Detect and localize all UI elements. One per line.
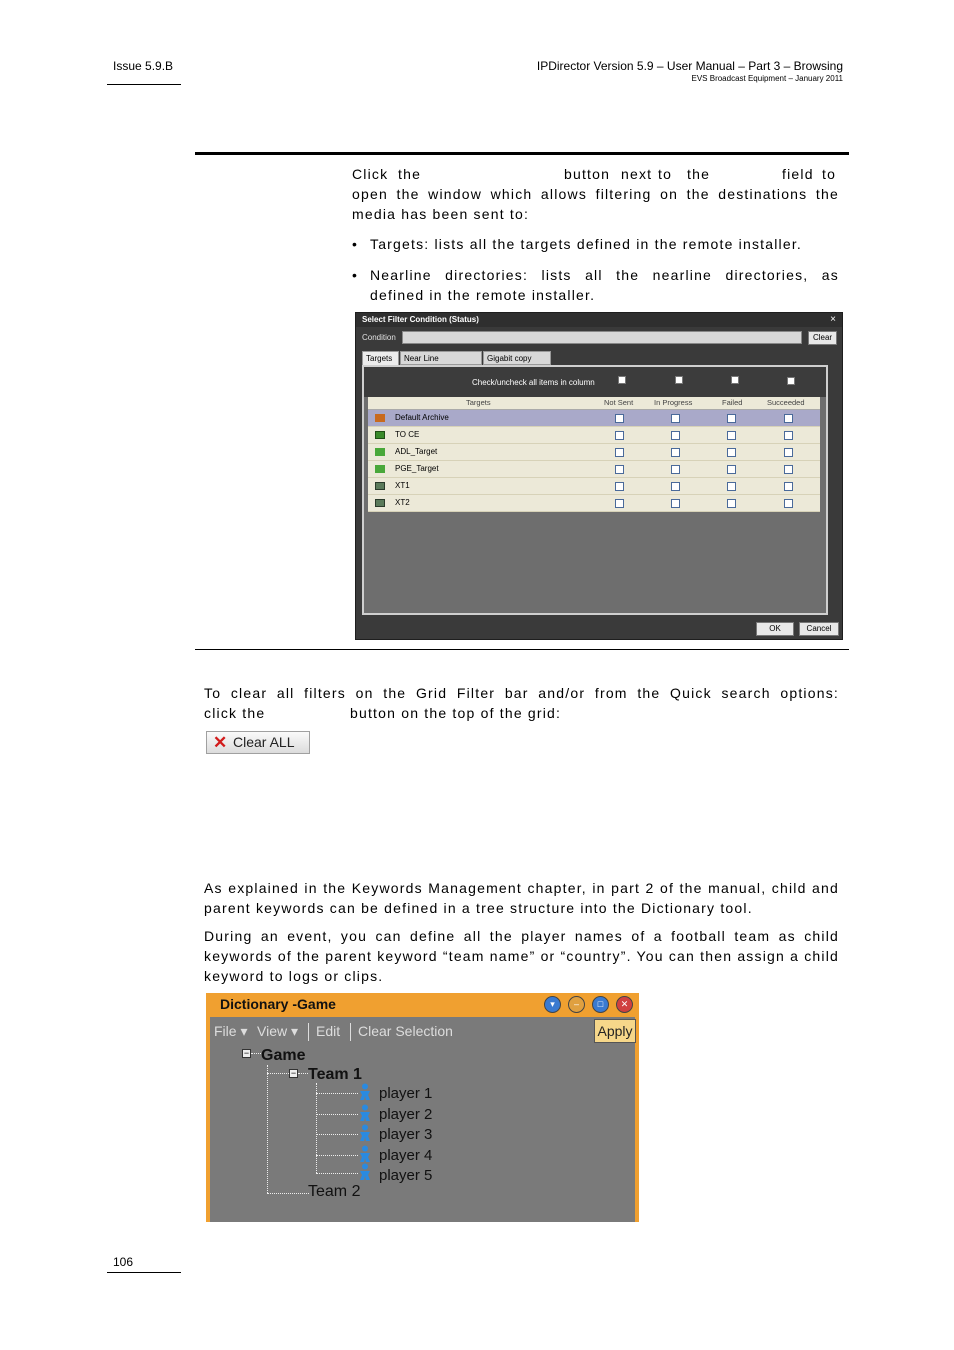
maximize-icon[interactable]: □ — [592, 996, 609, 1013]
cancel-button[interactable]: Cancel — [799, 622, 839, 636]
tab-gigabit-copy-xts[interactable]: Gigabit copy — [483, 351, 551, 365]
bullet-dot: • — [352, 236, 359, 252]
tree-line — [251, 1053, 261, 1054]
header-rule — [107, 84, 181, 85]
menu-separator — [350, 1023, 351, 1041]
col-header: Targets — [466, 398, 491, 407]
tree-node-team-1[interactable]: Team 1 — [308, 1066, 362, 1083]
clear-filters-line1: To clear all filters on the Grid Filter bar and/or from the Quick search options: — [204, 685, 839, 701]
person-icon — [358, 1104, 372, 1122]
check-all-bar — [364, 367, 826, 397]
succeeded-checkbox[interactable] — [784, 414, 793, 423]
intro-word: the — [687, 166, 711, 182]
close-icon[interactable]: × — [830, 314, 836, 325]
succeeded-checkbox[interactable] — [784, 465, 793, 474]
succeeded-checkbox[interactable] — [784, 431, 793, 440]
failed-checkbox[interactable] — [727, 499, 736, 508]
issue-label: Issue 5.9.B — [113, 59, 174, 73]
check-all-in-progress[interactable] — [675, 376, 683, 384]
doc-title: IPDirector Version 5.9 – User Manual – Part 3 – Browsing — [536, 59, 843, 73]
intro-line1 — [352, 164, 839, 184]
grid-header — [368, 397, 820, 410]
intro-word: to — [658, 166, 673, 182]
tree-line — [316, 1083, 317, 1173]
not-sent-checkbox[interactable] — [615, 465, 624, 474]
network-icon — [375, 431, 385, 439]
in-progress-checkbox[interactable] — [671, 414, 680, 423]
failed-checkbox[interactable] — [727, 465, 736, 474]
intro-word: button — [564, 166, 611, 182]
condition-input[interactable] — [402, 331, 802, 344]
tree-line — [267, 1193, 309, 1194]
intro-word: Click — [352, 166, 389, 182]
succeeded-checkbox[interactable] — [784, 448, 793, 457]
dictionary-body — [210, 1017, 635, 1222]
close-icon[interactable]: ✕ — [616, 996, 633, 1013]
bullet-dot: • — [352, 267, 359, 283]
bullet-text: Nearline directories: lists all the nearline directories, as defined in the remote installer. — [370, 267, 839, 303]
tree-line — [267, 1073, 289, 1074]
collapse-icon[interactable]: − — [290, 1068, 297, 1078]
keywords-para2: During an event, you can define all the player names of a football team as child keywords of the parent keyword “team name” or “country”. You can then assign a child keyword to logs or clips. — [204, 928, 839, 984]
succeeded-checkbox[interactable] — [784, 499, 793, 508]
not-sent-checkbox[interactable] — [615, 482, 624, 491]
keywords-para1: As explained in the Keywords Management chapter, in part 2 of the manual, child and parent keywords can be defined in a tree structure into the Dictionary tool. — [204, 880, 839, 916]
clear-all-label: Clear ALL — [233, 734, 295, 750]
minimize-icon[interactable]: – — [568, 996, 585, 1013]
folder-icon — [375, 448, 385, 456]
intro-word: the — [398, 166, 422, 182]
clear-button[interactable]: Clear — [808, 331, 837, 345]
dialog-title: Select Filter Condition (Status) — [356, 313, 842, 327]
condition-label: Condition — [362, 333, 396, 342]
intro-word: to — [822, 166, 837, 182]
in-progress-checkbox[interactable] — [671, 482, 680, 491]
footer-rule — [107, 1272, 181, 1273]
server-icon — [375, 499, 385, 507]
clear-filters-line2b: button on the top of the grid: — [350, 705, 562, 721]
check-all-failed[interactable] — [731, 376, 739, 384]
table-row[interactable] — [368, 444, 820, 461]
tree-line — [316, 1155, 358, 1156]
failed-checkbox[interactable] — [727, 431, 736, 440]
tree-line — [298, 1073, 308, 1074]
target-name: ADL_Target — [395, 447, 438, 456]
tree-line — [316, 1093, 358, 1094]
tree-line — [316, 1114, 358, 1115]
failed-checkbox[interactable] — [727, 414, 736, 423]
not-sent-checkbox[interactable] — [615, 448, 624, 457]
menu-edit[interactable]: Edit — [316, 1023, 341, 1039]
table-top-rule — [195, 152, 849, 155]
clear-all-button[interactable] — [206, 731, 310, 754]
tree-line — [316, 1134, 358, 1135]
tree-node-team-2[interactable]: Team 2 — [308, 1183, 361, 1200]
doc-subtitle: EVS Broadcast Equipment – January 2011 — [691, 74, 843, 83]
table-row[interactable] — [368, 410, 820, 427]
table-row[interactable] — [368, 495, 820, 512]
succeeded-checkbox[interactable] — [784, 482, 793, 491]
apply-button[interactable]: Apply — [594, 1019, 636, 1043]
menu-separator — [308, 1023, 309, 1041]
in-progress-checkbox[interactable] — [671, 465, 680, 474]
targets-panel — [362, 365, 828, 615]
dictionary-title: Dictionary -Game — [220, 996, 336, 1012]
menu-file[interactable]: File ▾ — [214, 1023, 248, 1039]
person-icon — [358, 1145, 372, 1163]
filter-dialog — [355, 312, 843, 640]
tree-node-player[interactable]: player 5 — [379, 1167, 433, 1184]
table-row[interactable] — [368, 427, 820, 444]
in-progress-checkbox[interactable] — [671, 448, 680, 457]
failed-checkbox[interactable] — [727, 448, 736, 457]
not-sent-checkbox[interactable] — [615, 499, 624, 508]
target-name: XT1 — [395, 481, 410, 490]
col-header: Not Sent — [604, 398, 634, 407]
server-icon — [375, 482, 385, 490]
check-all-label: Check/uncheck all items in column — [472, 378, 595, 387]
tree-line — [267, 1065, 268, 1193]
folder-icon — [375, 465, 385, 473]
not-sent-checkbox[interactable] — [615, 414, 624, 423]
tab-targets[interactable]: Targets — [362, 351, 399, 366]
ok-button[interactable]: OK — [756, 622, 794, 636]
intro-rest: open the window which allows filtering on the destinations the media has been sent to: — [352, 186, 839, 222]
tree-node-player[interactable]: player 1 — [379, 1085, 433, 1102]
targets-grid — [368, 397, 820, 512]
col-header: In Progress — [654, 398, 693, 407]
menu-file-label: File — [214, 1023, 237, 1039]
person-icon — [358, 1163, 372, 1181]
target-name: PGE_Target — [395, 464, 439, 473]
person-icon — [358, 1083, 372, 1101]
col-header: Succeeded — [767, 398, 805, 407]
tab-near-line-directories[interactable]: Near Line — [400, 351, 482, 365]
tree-node-player[interactable]: player 2 — [379, 1106, 433, 1123]
dictionary-window — [206, 993, 639, 1222]
target-name: TO CE — [395, 430, 420, 439]
in-progress-checkbox[interactable] — [671, 431, 680, 440]
menu-view[interactable]: View ▾ — [257, 1023, 299, 1039]
not-sent-checkbox[interactable] — [615, 431, 624, 440]
target-name: XT2 — [395, 498, 410, 507]
check-all-not-sent[interactable] — [618, 376, 626, 384]
bullet-text: Targets: lists all the targets defined in the remote installer. — [370, 236, 803, 252]
collapse-icon[interactable]: − — [243, 1048, 250, 1058]
red-x-icon: ✕ — [213, 733, 228, 752]
tree-line — [316, 1173, 358, 1174]
chevron-down-icon[interactable]: ▾ — [544, 996, 561, 1013]
intro-word: next — [621, 166, 653, 182]
tree-node-player[interactable]: player 3 — [379, 1126, 433, 1143]
archive-icon — [375, 414, 385, 422]
target-name: Default Archive — [395, 413, 449, 422]
table-row[interactable] — [368, 478, 820, 495]
table-bottom-rule — [195, 649, 849, 650]
failed-checkbox[interactable] — [727, 482, 736, 491]
clear-filters-line2a: click the — [204, 705, 266, 721]
table-row[interactable] — [368, 461, 820, 478]
in-progress-checkbox[interactable] — [671, 499, 680, 508]
tree-node-game[interactable]: Game — [261, 1047, 306, 1064]
tree-node-player[interactable]: player 4 — [379, 1147, 433, 1164]
page-number: 106 — [113, 1255, 134, 1269]
menu-view-label: View — [257, 1023, 288, 1039]
person-icon — [358, 1124, 372, 1142]
col-header: Failed — [722, 398, 743, 407]
check-all-succeeded[interactable] — [787, 377, 795, 385]
menu-clear-selection[interactable]: Clear Selection — [358, 1023, 453, 1039]
intro-word: field — [782, 166, 814, 182]
